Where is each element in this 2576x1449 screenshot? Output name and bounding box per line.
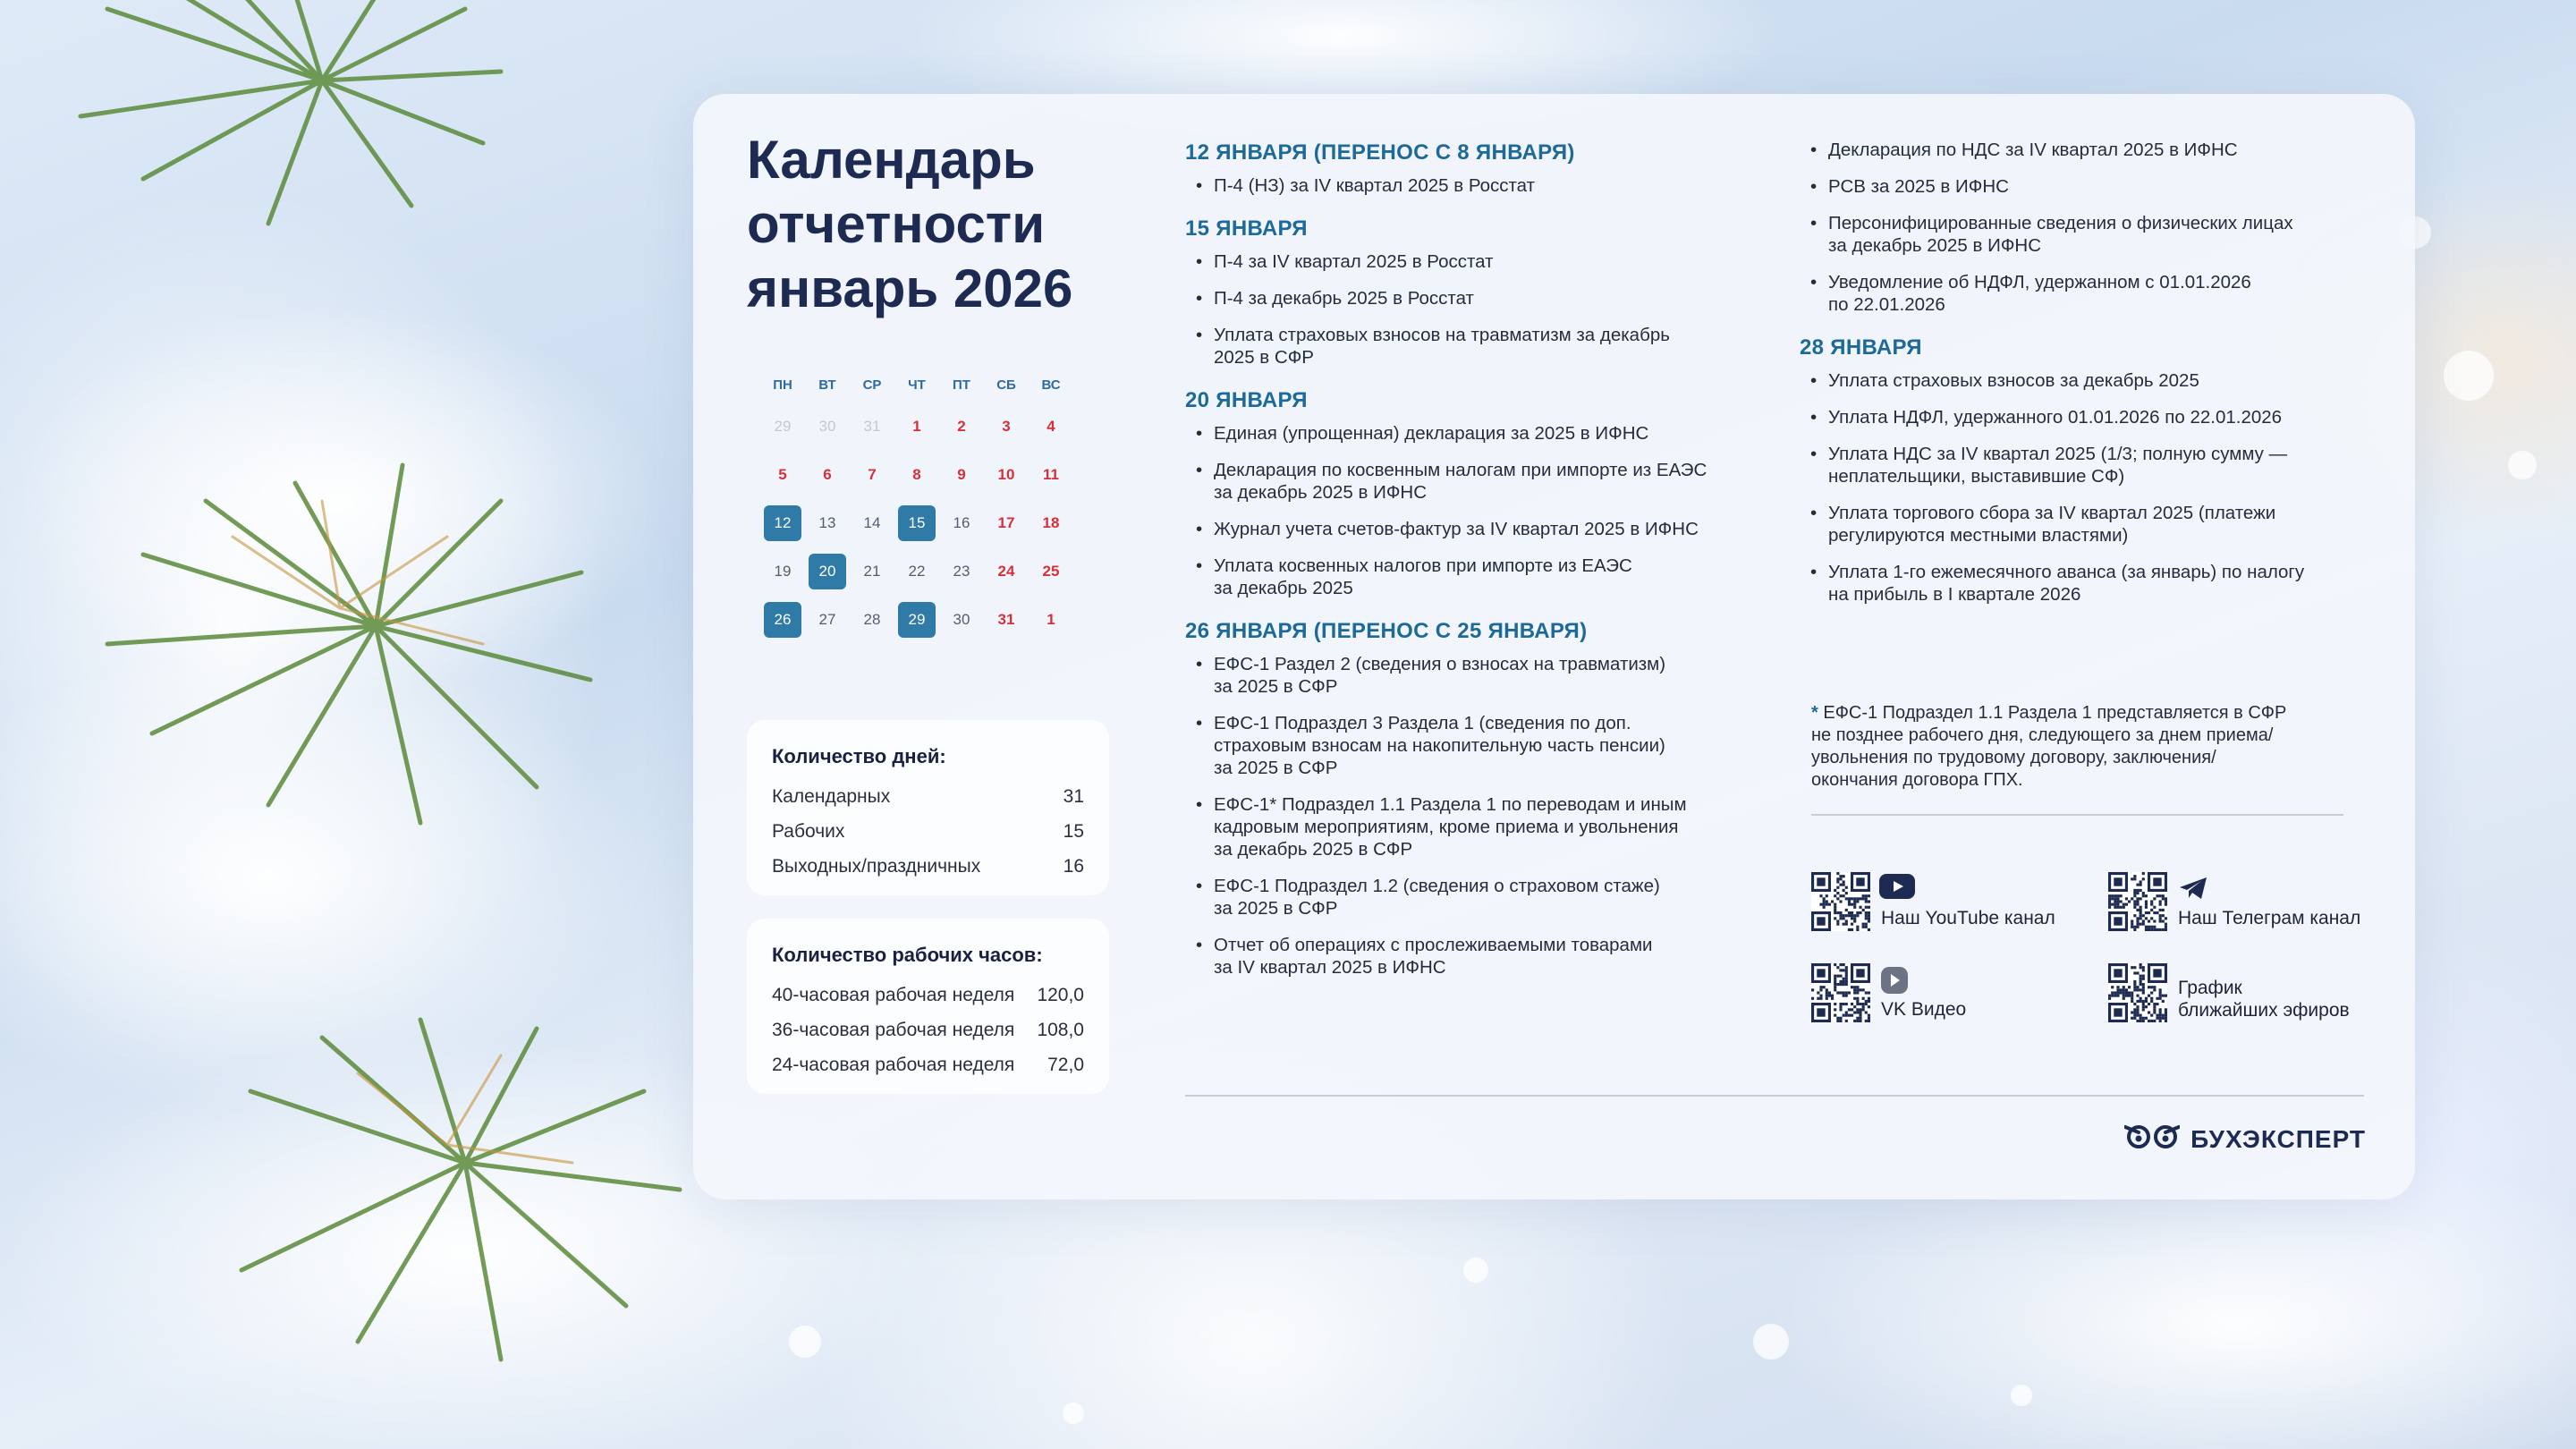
calendar-day: 29 xyxy=(774,418,792,435)
weekday-label: ЧТ xyxy=(908,377,926,393)
weekday-label: ВТ xyxy=(818,377,836,393)
vk-video-link-label: VK Видео xyxy=(1881,998,1967,1020)
telegram-link-label: Наш Телеграм канал xyxy=(2178,907,2361,928)
deadline-item: • Уплата страховых взносов на травматизм за декабрь 2025 в СФР xyxy=(1185,324,1758,369)
youtube-icon xyxy=(1879,874,1915,903)
calendar-day: 18 xyxy=(1042,514,1060,531)
telegram-qr-icon xyxy=(2108,872,2167,931)
hours-value: 120,0 xyxy=(1037,984,1084,1005)
calendar-week-row xyxy=(760,402,1082,451)
title-line-2: отчетности xyxy=(747,194,1046,254)
calendar-day: 31 xyxy=(997,611,1015,628)
deadline-item: • Уплата страховых взносов за декабрь 2025 xyxy=(1800,369,2363,392)
divider-right xyxy=(1811,814,2343,816)
deadline-item: • Уведомление об НДФЛ, удержанном с 01.01.2026 по 22.01.2026 xyxy=(1800,271,2363,316)
deadline-item: • Декларация по НДС за IV квартал 2025 в ИФНС xyxy=(1800,139,2363,161)
deadline-day: 15 xyxy=(898,505,936,541)
deadline-section xyxy=(1800,139,2363,316)
schedule-link-line-2: ближайших эфиров xyxy=(2178,1000,2350,1021)
telegram-link[interactable] xyxy=(2108,872,2360,931)
work-hours-box xyxy=(747,919,1109,1094)
deadline-date-heading: 15 ЯНВАРЯ xyxy=(1185,216,1308,241)
deadline-day: 12 xyxy=(764,505,801,541)
calendar-card xyxy=(693,94,2415,1199)
calendar-day: 1 xyxy=(912,418,921,435)
calendar-day: 17 xyxy=(997,514,1015,531)
calendar-day: 8 xyxy=(912,466,921,483)
weekday-label: СР xyxy=(862,377,882,393)
days-count-box xyxy=(747,720,1109,895)
days-row xyxy=(772,849,1084,884)
calendar-day: 21 xyxy=(863,563,881,580)
days-value: 31 xyxy=(1063,785,1084,807)
calendar-day: 4 xyxy=(1046,418,1055,435)
calendar-day: 23 xyxy=(953,563,970,580)
calendar-day: 30 xyxy=(818,418,836,435)
hours-label: 40-часовая рабочая неделя xyxy=(772,984,1015,1005)
calendar-week-row xyxy=(760,499,1082,547)
deadline-item: • П-4 за декабрь 2025 в Росстат xyxy=(1185,287,1758,309)
weekday-label: СБ xyxy=(996,377,1016,393)
hours-value: 72,0 xyxy=(1047,1054,1084,1075)
calendar-day: 6 xyxy=(823,466,832,483)
weekday-label: ПН xyxy=(773,377,792,393)
deadlines-column-right xyxy=(1800,139,2363,625)
deadline-section xyxy=(1800,335,2363,606)
youtube-link-label: Наш YouTube канал xyxy=(1881,907,2055,928)
hours-label: 24-часовая рабочая неделя xyxy=(772,1054,1015,1075)
owl-eyes-icon xyxy=(2124,1123,2180,1155)
hours-label: 36-часовая рабочая неделя xyxy=(772,1019,1015,1040)
deadline-item: • Персонифицированные сведения о физических лицах за декабрь 2025 в ИФНС xyxy=(1800,212,2363,257)
schedule-link-line-1: График xyxy=(2178,978,2242,998)
deadline-item: • ЕФС-1 Подраздел 3 Раздела 1 (сведения по доп. страховым взносам на накопительную часть пенсии) за 2025 в СФР xyxy=(1185,712,1758,779)
deadline-item: • РСВ за 2025 в ИФНС xyxy=(1800,175,2363,198)
deadline-date-heading: 12 ЯНВАРЯ (ПЕРЕНОС С 8 ЯНВАРЯ) xyxy=(1185,140,1575,165)
deadline-item: • П-4 за IV квартал 2025 в Росстат xyxy=(1185,250,1758,273)
footnote-asterisk: * xyxy=(1811,703,1818,723)
calendar-day: 28 xyxy=(863,611,881,628)
deadline-item: • ЕФС-1 Раздел 2 (сведения о взносах на травматизм) за 2025 в СФР xyxy=(1185,653,1758,698)
deadline-date-heading: 20 ЯНВАРЯ xyxy=(1185,388,1308,412)
deadline-date-heading: 28 ЯНВАРЯ xyxy=(1800,335,1922,360)
deadline-item: • Уплата косвенных налогов при импорте из ЕАЭС за декабрь 2025 xyxy=(1185,555,1758,599)
calendar-day: 3 xyxy=(1002,418,1011,435)
deadline-item: • Единая (упрощенная) декларация за 2025 в ИФНС xyxy=(1185,422,1758,445)
deadlines-column-left xyxy=(1185,140,1758,998)
days-label: Календарных xyxy=(772,785,891,807)
schedule-link-label xyxy=(2178,977,2350,1021)
calendar-day: 2 xyxy=(957,418,966,435)
title-line-1: Календарь xyxy=(747,130,1036,190)
calendar-day: 24 xyxy=(997,563,1015,580)
youtube-link[interactable] xyxy=(1811,872,2055,931)
deadline-item: • Отчет об операциях с прослеживаемыми товарами за IV квартал 2025 в ИФНС xyxy=(1185,934,1758,979)
deadline-item: • П-4 (НЗ) за IV квартал 2025 в Росстат xyxy=(1185,174,1758,197)
deadline-item: • Уплата 1-го ежемесячного аванса (за январь) по налогу на прибыль в I квартале 2026 xyxy=(1800,561,2363,606)
footnote xyxy=(1811,702,2348,792)
calendar-week-row xyxy=(760,451,1082,499)
calendar-day: 13 xyxy=(818,514,836,531)
days-title: Количество дней: xyxy=(772,745,946,767)
hours-row xyxy=(772,978,1084,1013)
deadline-item: • Декларация по косвенным налогам при импорте из ЕАЭС за декабрь 2025 в ИФНС xyxy=(1185,459,1758,504)
month-calendar xyxy=(760,367,1082,644)
youtube-qr-icon xyxy=(1811,872,1870,931)
divider-bottom xyxy=(1185,1095,2364,1097)
deadline-item: • ЕФС-1 Подраздел 1.2 (сведения о страховом стаже) за 2025 в СФР xyxy=(1185,875,1758,919)
deadline-section xyxy=(1185,619,1758,979)
telegram-icon xyxy=(2178,876,2208,905)
hours-title: Количество рабочих часов: xyxy=(772,944,1043,966)
calendar-week-row xyxy=(760,596,1082,644)
deadline-day: 20 xyxy=(809,554,846,589)
days-label: Выходных/праздничных xyxy=(772,855,981,877)
calendar-day: 10 xyxy=(997,466,1015,483)
hours-value: 108,0 xyxy=(1037,1019,1084,1040)
days-row xyxy=(772,779,1084,814)
calendar-day: 14 xyxy=(863,514,881,531)
deadline-section xyxy=(1185,140,1758,197)
vk-video-link[interactable] xyxy=(1811,963,1966,1022)
weekday-label: ВС xyxy=(1041,377,1061,393)
brand-name: БУХЭКСПЕРТ xyxy=(2190,1124,2366,1153)
calendar-day: 25 xyxy=(1042,563,1060,580)
deadline-item: • Уплата НДС за IV квартал 2025 (1/3; полную сумму — неплательщики, выставившие СФ) xyxy=(1800,443,2363,487)
calendar-day: 19 xyxy=(774,563,792,580)
hours-row xyxy=(772,1047,1084,1082)
days-value: 15 xyxy=(1063,820,1084,842)
calendar-day: 22 xyxy=(908,563,926,580)
schedule-qr-icon xyxy=(2108,963,2167,1022)
schedule-link[interactable] xyxy=(2108,963,2350,1022)
calendar-day: 11 xyxy=(1043,466,1059,483)
deadline-section xyxy=(1185,216,1758,369)
deadline-day: 26 xyxy=(764,602,801,638)
days-value: 16 xyxy=(1063,855,1084,877)
calendar-day: 30 xyxy=(953,611,970,628)
calendar-day: 16 xyxy=(953,514,970,531)
deadline-item: • Журнал учета счетов-фактур за IV квартал 2025 в ИФНС xyxy=(1185,518,1758,540)
vk-video-icon xyxy=(1881,967,1908,998)
calendar-weekday-row xyxy=(760,367,1082,402)
title-line-3: январь 2026 xyxy=(747,258,1073,318)
deadline-date-heading: 26 ЯНВАРЯ (ПЕРЕНОС С 25 ЯНВАРЯ) xyxy=(1185,619,1588,643)
vk-video-qr-icon xyxy=(1811,963,1870,1022)
deadline-section xyxy=(1185,388,1758,599)
days-row xyxy=(772,814,1084,849)
days-label: Рабочих xyxy=(772,820,845,842)
deadline-item: • Уплата НДФЛ, удержанного 01.01.2026 по 22.01.2026 xyxy=(1800,406,2363,428)
calendar-day: 1 xyxy=(1046,611,1055,628)
calendar-day: 7 xyxy=(868,466,877,483)
brand-logo xyxy=(2124,1123,2366,1155)
calendar-day: 9 xyxy=(957,466,966,483)
calendar-day: 5 xyxy=(778,466,787,483)
deadline-day: 29 xyxy=(898,602,936,638)
weekday-label: ПТ xyxy=(953,377,970,393)
hours-row xyxy=(772,1013,1084,1047)
calendar-day: 31 xyxy=(863,418,881,435)
calendar-day: 27 xyxy=(818,611,836,628)
calendar-week-row xyxy=(760,547,1082,596)
footnote-text: ЕФС-1 Подраздел 1.1 Раздела 1 представляется в СФР не позднее рабочего дня, следующего за днем приема/ увольнения по трудовому договору, заключения/ окончания договора ГПХ. xyxy=(1811,703,2287,790)
deadline-item: • ЕФС-1* Подраздел 1.1 Раздела 1 по переводам и иным кадровым мероприятиям, кроме приема и увольнения за декабрь 2025 в СФР xyxy=(1185,793,1758,860)
page-title xyxy=(747,128,1167,321)
deadline-item: • Уплата торгового сбора за IV квартал 2025 (платежи регулируются местными властями) xyxy=(1800,502,2363,547)
